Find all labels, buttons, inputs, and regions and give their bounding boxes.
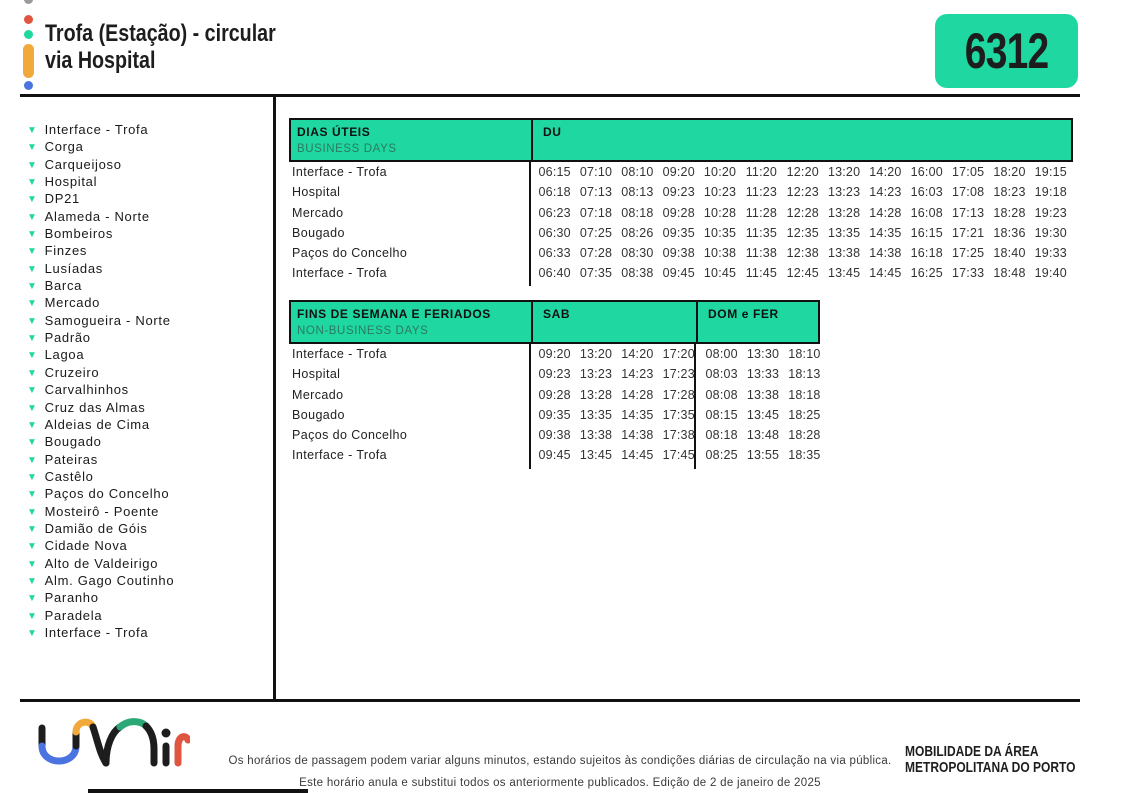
stop-name: Castêlo: [44, 468, 94, 484]
stop-list-item: [27, 364, 174, 381]
red-dot-icon: [24, 15, 33, 24]
header-divider: [20, 94, 1080, 97]
timetable-row: [289, 425, 820, 445]
stop-list-item: [27, 433, 174, 450]
stop-name: Interface - Trofa: [44, 624, 149, 640]
time-cell: 08:00: [705, 347, 738, 361]
time-cell: 17:28: [662, 387, 695, 402]
stop-name: Corga: [44, 139, 84, 155]
stop-list-item: [27, 381, 174, 398]
stop-name: Mosteirô - Poente: [44, 503, 160, 519]
stop-marker-icon: ▼: [27, 333, 38, 345]
time-cell: 10:28: [703, 205, 737, 220]
stop-name: Lagoa: [44, 347, 85, 363]
stops-list: [27, 121, 174, 641]
time-group: [701, 367, 825, 381]
footer-divider: [20, 699, 1080, 702]
stop-name: Hospital: [44, 174, 98, 190]
time-cell: 18:28: [788, 428, 821, 443]
time-cell: 09:28: [538, 387, 571, 402]
stop-name: Paranho: [44, 590, 99, 606]
stop-list-item: [27, 416, 174, 433]
time-cell: 13:28: [579, 387, 613, 402]
weekend-table-body: [289, 344, 820, 466]
stop-marker-icon: ▼: [27, 367, 38, 379]
stop-marker-icon: ▼: [27, 298, 38, 310]
stop-list-item: [27, 242, 174, 259]
time-cell: 09:35: [662, 225, 695, 240]
row-stop-name: Interface - Trofa: [292, 347, 388, 361]
time-cell: 14:38: [869, 246, 902, 261]
time-cell: 16:25: [910, 266, 943, 281]
time-group: [534, 165, 1071, 179]
time-cell: 14:28: [869, 205, 902, 220]
time-cell: 06:33: [538, 246, 571, 261]
weekend-timetable: [289, 300, 820, 466]
stop-list-item: [27, 624, 174, 641]
stop-marker-icon: ▼: [27, 593, 38, 605]
stop-name: Lusíadas: [44, 260, 103, 276]
time-cell: 19:15: [1034, 165, 1067, 179]
time-cell: 09:45: [538, 448, 571, 463]
time-cell: 19:23: [1034, 205, 1067, 220]
time-cell: 07:25: [579, 225, 613, 240]
time-cell: 17:25: [951, 246, 985, 261]
time-cell: 11:45: [745, 266, 778, 281]
stop-name: Interface - Trofa: [44, 122, 149, 137]
row-stop-name: Paços do Concelho: [292, 246, 408, 261]
stop-list-item: [27, 225, 174, 242]
time-cell: 17:21: [951, 225, 985, 240]
time-cell: 13:35: [827, 225, 861, 240]
time-cell: 14:38: [621, 428, 654, 443]
stop-list-item: [27, 190, 174, 207]
route-title-line2: via Hospital: [45, 47, 156, 74]
time-cell: 16:03: [910, 185, 943, 200]
time-cell: 18:23: [993, 185, 1026, 200]
time-cell: 13:38: [746, 387, 780, 402]
time-group: [534, 246, 1071, 260]
stop-name: Carqueijoso: [44, 156, 122, 172]
stop-marker-icon: ▼: [27, 541, 38, 553]
disclaimer-line1: Os horários de passagem podem variar alguns minutos, estando sujeitos às condições diárias de circulação na via pública.: [228, 755, 892, 767]
time-cell: 19:18: [1034, 185, 1067, 200]
time-cell: 08:30: [621, 246, 654, 261]
disclaimer-line2: Este horário anula e substitui todos os anteriormente publicados. Edição de 2 de janeiro de 2025: [299, 777, 821, 789]
time-cell: 13:45: [827, 266, 861, 281]
weekday-title-pt: DIAS ÚTEIS: [297, 125, 371, 139]
time-cell: 07:35: [579, 266, 613, 281]
time-cell: 11:20: [745, 165, 778, 179]
stop-name: Mercado: [44, 295, 101, 311]
stop-name: Samogueira - Norte: [44, 312, 171, 328]
time-group: [534, 266, 1071, 280]
time-cell: 18:20: [993, 165, 1026, 179]
time-cell: 19:40: [1034, 266, 1067, 281]
stop-list-item: [27, 537, 174, 554]
time-cell: 13:28: [827, 205, 861, 220]
stop-list-item: [27, 607, 174, 624]
time-cell: 17:08: [951, 185, 985, 200]
time-cell: 12:45: [786, 266, 819, 281]
stop-list-item: [27, 294, 174, 311]
row-stop-name: Hospital: [292, 185, 341, 200]
time-cell: 14:28: [621, 387, 654, 402]
time-cell: 08:13: [621, 185, 654, 200]
stop-marker-icon: ▼: [27, 263, 38, 275]
stop-list-item: [27, 572, 174, 589]
blue-dot-icon: [24, 81, 33, 90]
weekday-timetable: [289, 118, 1073, 284]
stop-name: Paradela: [44, 607, 103, 623]
time-group: [534, 408, 699, 422]
time-group: [534, 428, 699, 442]
stop-list-item: [27, 520, 174, 537]
stop-list-item: [27, 121, 174, 138]
stop-name: Alameda - Norte: [44, 208, 150, 224]
stop-list-item: [27, 451, 174, 468]
weekend-title-en: NON-BUSINESS DAYS: [297, 325, 429, 337]
time-group: [534, 388, 699, 402]
stop-name: Cidade Nova: [44, 538, 128, 554]
time-cell: 08:25: [705, 448, 738, 463]
weekend-title-pt: FINS DE SEMANA E FERIADOS: [297, 307, 491, 321]
stop-name: Bombeiros: [44, 226, 114, 242]
time-cell: 07:28: [579, 246, 613, 261]
stop-list-item: [27, 503, 174, 520]
stop-marker-icon: ▼: [27, 229, 38, 241]
time-group: [534, 206, 1071, 220]
stop-name: Paços do Concelho: [44, 486, 170, 502]
time-group: [701, 408, 825, 422]
stop-name: Aldeias de Cima: [44, 416, 150, 432]
time-cell: 17:23: [662, 367, 695, 382]
stop-marker-icon: ▼: [27, 125, 38, 136]
footer-disclaimer: [215, 750, 905, 793]
time-cell: 19:30: [1034, 225, 1067, 240]
page-title: [45, 20, 276, 74]
time-cell: 14:35: [869, 225, 902, 240]
time-group: [701, 347, 825, 361]
time-cell: 19:33: [1034, 246, 1067, 261]
time-cell: 06:23: [538, 205, 571, 220]
time-cell: 13:45: [746, 407, 780, 422]
time-group: [701, 388, 825, 402]
timetable-row: [289, 445, 820, 465]
time-cell: 07:18: [579, 205, 613, 220]
stop-name: Cruz das Almas: [44, 399, 146, 415]
time-cell: 16:00: [910, 165, 943, 179]
stop-marker-icon: ▼: [27, 246, 38, 258]
stop-list-item: [27, 312, 174, 329]
time-cell: 18:28: [993, 205, 1026, 220]
timetable-row: [289, 405, 820, 425]
route-number: 6312: [964, 23, 1049, 79]
unir-logo: [30, 716, 190, 780]
stop-marker-icon: ▼: [27, 489, 38, 501]
time-cell: 09:23: [662, 185, 695, 200]
stop-marker-icon: ▼: [27, 177, 38, 189]
time-cell: 14:45: [869, 266, 902, 281]
time-cell: 07:10: [579, 165, 613, 179]
time-cell: 09:28: [662, 205, 695, 220]
time-cell: 13:30: [746, 347, 780, 361]
row-stop-name: Mercado: [292, 387, 344, 402]
time-cell: 08:10: [621, 165, 654, 179]
time-cell: 13:23: [827, 185, 861, 200]
row-stop-name: Bougado: [292, 407, 345, 422]
stop-marker-icon: ▼: [27, 159, 38, 171]
time-cell: 12:20: [786, 165, 819, 179]
route-number-badge: [935, 14, 1078, 88]
row-stop-name: Interface - Trofa: [292, 266, 388, 281]
time-cell: 13:38: [827, 246, 861, 261]
row-stop-name: Hospital: [292, 367, 341, 382]
time-cell: 14:35: [621, 407, 654, 422]
time-cell: 18:25: [788, 407, 821, 422]
time-cell: 09:45: [662, 266, 695, 281]
weekday-title-en: BUSINESS DAYS: [297, 143, 397, 155]
green-dot-icon: [24, 30, 33, 39]
time-group: [534, 448, 699, 462]
stop-marker-icon: ▼: [27, 142, 38, 154]
time-cell: 16:08: [910, 205, 943, 220]
gray-dot-icon: [24, 0, 33, 4]
stop-name: Carvalhinhos: [44, 382, 129, 398]
time-cell: 13:55: [746, 448, 780, 463]
time-cell: 13:48: [746, 428, 780, 443]
stop-marker-icon: ▼: [27, 575, 38, 587]
stop-name: Pateiras: [44, 451, 98, 467]
stop-name: Alto de Valdeirigo: [44, 555, 159, 571]
stop-marker-icon: ▼: [27, 419, 38, 431]
stop-name: Damião de Góis: [44, 520, 148, 536]
time-cell: 17:33: [951, 266, 985, 281]
stop-name: Finzes: [44, 243, 88, 259]
time-cell: 13:35: [579, 407, 613, 422]
stop-marker-icon: ▼: [27, 385, 38, 397]
time-cell: 08:38: [621, 266, 654, 281]
stop-marker-icon: ▼: [27, 523, 38, 535]
stop-marker-icon: ▼: [27, 211, 38, 223]
stop-list-item: [27, 589, 174, 606]
orange-pill-icon: [23, 44, 34, 78]
row-stop-name: Interface - Trofa: [292, 165, 388, 179]
time-cell: 18:48: [993, 266, 1026, 281]
timetable-row: [289, 263, 1073, 283]
time-cell: 11:38: [745, 246, 778, 261]
stop-list-item: [27, 173, 174, 190]
time-cell: 09:20: [538, 347, 571, 361]
authority-line1: MOBILIDADE DA ÁREA: [905, 743, 1039, 760]
stop-list-item: [27, 260, 174, 277]
saturday-group-label: SAB: [543, 307, 571, 321]
time-cell: 07:13: [579, 185, 613, 200]
time-cell: 17:13: [951, 205, 985, 220]
time-cell: 16:15: [910, 225, 943, 240]
time-cell: 18:36: [993, 225, 1026, 240]
time-cell: 12:28: [786, 205, 819, 220]
stop-marker-icon: ▼: [27, 610, 38, 622]
route-title-line1: Trofa (Estação) - circular: [45, 20, 276, 47]
stop-name: DP21: [44, 191, 80, 207]
time-cell: 08:03: [705, 367, 738, 382]
time-cell: 13:20: [579, 347, 613, 361]
stop-marker-icon: ▼: [27, 194, 38, 206]
time-cell: 14:23: [621, 367, 654, 382]
time-cell: 13:33: [746, 367, 780, 382]
stop-marker-icon: ▼: [27, 281, 38, 293]
time-cell: 08:26: [621, 225, 654, 240]
stop-name: Padrão: [44, 330, 91, 346]
route-line-decoration: [23, 0, 35, 95]
stop-marker-icon: ▼: [27, 437, 38, 449]
stop-marker-icon: ▼: [27, 627, 38, 639]
time-cell: 18:13: [788, 367, 821, 382]
time-cell: 06:30: [538, 225, 571, 240]
time-cell: 13:45: [579, 448, 613, 463]
time-cell: 08:08: [705, 387, 738, 402]
time-cell: 09:23: [538, 367, 571, 382]
time-cell: 13:38: [579, 428, 613, 443]
time-cell: 14:20: [869, 165, 902, 179]
time-cell: 10:38: [703, 246, 737, 261]
vertical-divider: [273, 94, 276, 702]
timetable-row: [289, 203, 1073, 223]
stop-list-item: [27, 485, 174, 502]
time-cell: 10:45: [703, 266, 737, 281]
time-cell: 06:40: [538, 266, 571, 281]
time-group: [534, 226, 1071, 240]
time-cell: 06:18: [538, 185, 571, 200]
time-cell: 09:38: [538, 428, 571, 443]
stop-marker-icon: ▼: [27, 315, 38, 327]
time-cell: 17:20: [662, 347, 695, 361]
stop-list-item: [27, 468, 174, 485]
weekend-table-header: [289, 300, 820, 344]
time-cell: 17:45: [662, 448, 695, 463]
time-cell: 14:45: [621, 448, 654, 463]
stop-list-item: [27, 156, 174, 173]
stop-list-item: [27, 208, 174, 225]
stop-list-item: [27, 329, 174, 346]
sunday-group-label: DOM e FER: [708, 307, 779, 321]
time-cell: 09:20: [662, 165, 695, 179]
stop-list-item: [27, 138, 174, 155]
stop-list-item: [27, 277, 174, 294]
stop-marker-icon: ▼: [27, 454, 38, 466]
time-cell: 12:35: [786, 225, 819, 240]
time-cell: 10:20: [703, 165, 737, 179]
timetable-row: [289, 223, 1073, 243]
time-cell: 09:38: [662, 246, 695, 261]
stop-marker-icon: ▼: [27, 402, 38, 414]
time-cell: 13:23: [579, 367, 613, 382]
timetable-row: [289, 344, 820, 364]
time-cell: 08:18: [621, 205, 654, 220]
weekday-table-header: [289, 118, 1073, 162]
time-cell: 12:38: [786, 246, 819, 261]
stop-name: Alm. Gago Coutinho: [44, 572, 175, 588]
time-cell: 18:18: [788, 387, 821, 402]
time-cell: 08:18: [705, 428, 738, 443]
time-cell: 18:40: [993, 246, 1026, 261]
time-cell: 11:35: [745, 225, 778, 240]
time-group: [534, 185, 1071, 199]
time-group: [534, 367, 699, 381]
time-cell: 14:23: [869, 185, 902, 200]
authority-name: [905, 744, 1075, 776]
row-stop-name: Interface - Trofa: [292, 448, 388, 463]
header-separator: [531, 120, 533, 160]
time-cell: 16:18: [910, 246, 943, 261]
timetable-row: [289, 364, 820, 384]
time-group: [534, 347, 699, 361]
authority-line2: METROPOLITANA DO PORTO: [905, 759, 1076, 776]
time-cell: 10:23: [703, 185, 737, 200]
stop-marker-icon: ▼: [27, 471, 38, 483]
time-cell: 17:05: [951, 165, 985, 179]
stop-marker-icon: ▼: [27, 558, 38, 570]
time-cell: 17:38: [662, 428, 695, 443]
stop-marker-icon: ▼: [27, 506, 38, 518]
weekday-table-body: [289, 162, 1073, 284]
stop-list-item: [27, 555, 174, 572]
row-stop-name: Mercado: [292, 205, 344, 220]
stop-marker-icon: ▼: [27, 350, 38, 362]
time-cell: 06:15: [538, 165, 571, 179]
time-cell: 10:35: [703, 225, 737, 240]
stop-list-item: [27, 399, 174, 416]
row-stop-name: Bougado: [292, 225, 345, 240]
time-cell: 13:20: [827, 165, 861, 179]
time-cell: 12:23: [786, 185, 819, 200]
time-cell: 08:15: [705, 407, 738, 422]
stop-name: Barca: [44, 278, 83, 294]
weekday-group-label: DU: [543, 125, 562, 139]
timetable-row: [289, 243, 1073, 263]
time-group: [701, 428, 825, 442]
timetable-row: [289, 162, 1073, 182]
time-cell: 11:23: [745, 185, 778, 200]
stop-name: Cruzeiro: [44, 364, 100, 380]
time-cell: 18:10: [788, 347, 821, 361]
timetable-row: [289, 182, 1073, 202]
header-separator: [531, 302, 533, 342]
time-cell: 14:20: [621, 347, 654, 361]
header-separator: [696, 302, 698, 342]
row-stop-name: Paços do Concelho: [292, 428, 408, 443]
stop-list-item: [27, 346, 174, 363]
timetable-row: [289, 385, 820, 405]
time-cell: 11:28: [745, 205, 778, 220]
time-cell: 09:35: [538, 407, 571, 422]
time-group: [701, 448, 825, 462]
stop-name: Bougado: [44, 434, 102, 450]
time-cell: 18:35: [788, 448, 821, 463]
time-cell: 17:35: [662, 407, 695, 422]
